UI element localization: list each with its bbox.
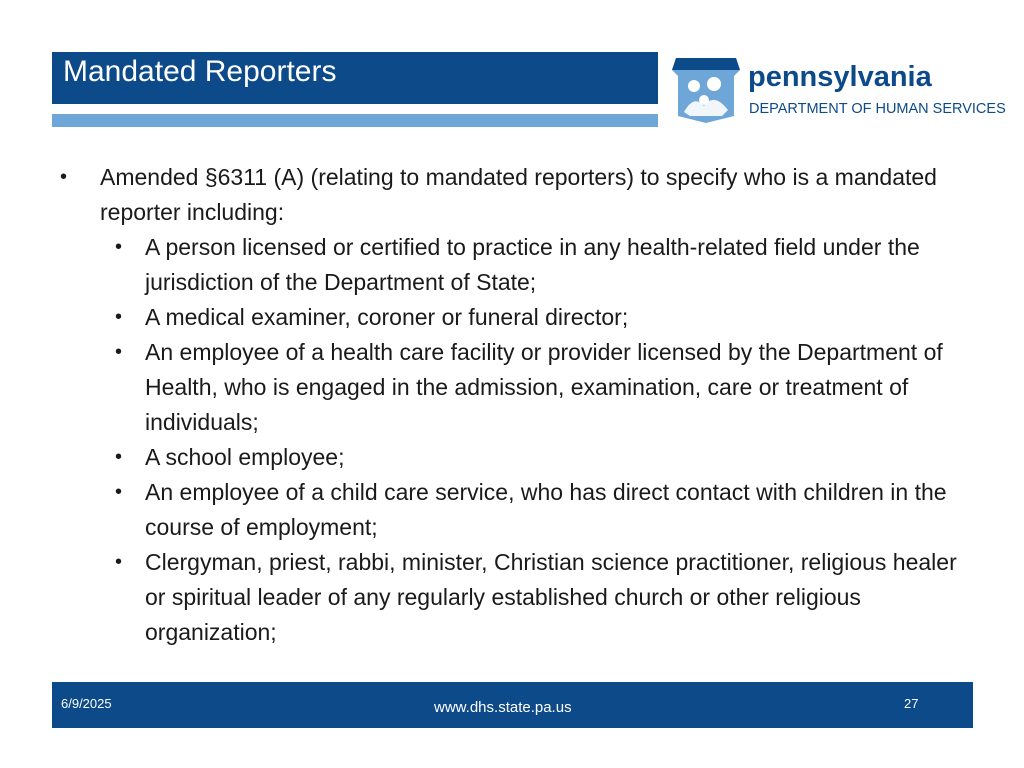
pa-dhs-logo — [670, 56, 1010, 126]
slide-title: Mandated Reporters — [63, 55, 337, 88]
keystone-family-icon — [670, 56, 742, 124]
main-bullet: • Amended §6311 (A) (relating to mandated reporters) to specify who is a mandated reporter including: — [60, 160, 980, 230]
sub-bullet: • A school employee; — [60, 440, 980, 475]
sub-bullet: • A medical examiner, coroner or funeral director; — [60, 300, 980, 335]
sub-bullet: • An employee of a health care facility or provider licensed by the Department of Health, who is engaged in the admission, examination, care or treatment of individuals; — [60, 335, 980, 440]
title-underline — [52, 114, 658, 127]
sub-bullet: • Clergyman, priest, rabbi, minister, Christian science practitioner, religious healer or spiritual leader of any regularly established church or other religious organization; — [60, 545, 980, 650]
sub-bullet: • A person licensed or certified to practice in any health-related field under the jurisdiction of the Department of State; — [60, 230, 980, 300]
logo-department: DEPARTMENT OF HUMAN SERVICES — [749, 101, 1006, 117]
sub-bullet-list — [60, 230, 980, 650]
footer-bar — [52, 682, 973, 728]
page-number: 27 — [904, 696, 919, 711]
title-bar — [52, 52, 658, 104]
logo-name: pennsylvania — [748, 61, 932, 93]
footer-url[interactable]: www.dhs.state.pa.us — [434, 699, 572, 716]
footer-date: 6/9/2025 — [61, 696, 112, 711]
slide-content — [60, 160, 980, 650]
sub-bullet: • An employee of a child care service, who has direct contact with children in the course of employment; — [60, 475, 980, 545]
